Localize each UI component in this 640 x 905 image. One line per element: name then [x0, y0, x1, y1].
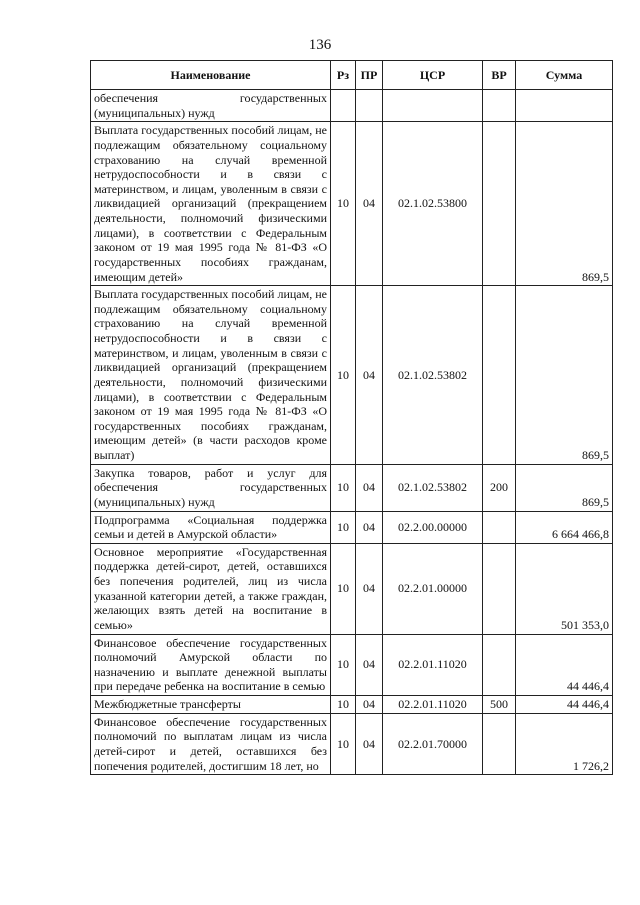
table-row — [91, 90, 613, 122]
row-name: Выплата государственных пособий лицам, не подлежащим обязательному социальному страхованию на случай временной нетрудоспособности и в связи с материнством, и лицам, уволенным в связи с ликвидацией организаций (прекращением деятельности, полномочий физическими лицами), в соответствии с Федеральным законом от 19 мая 1995 года № 81-ФЗ «О государственных пособиях гражданам, имеющим детей» (в части расходов кроме выплат) — [91, 286, 331, 465]
row-name: Межбюджетные трансферты — [91, 696, 331, 714]
row-name: обеспечения государственных (муниципальных) нужд — [91, 90, 331, 122]
table-row — [91, 543, 613, 634]
row-pr: 04 — [356, 634, 383, 696]
row-sum: 44 446,4 — [516, 634, 613, 696]
row-csr: 02.2.01.70000 — [383, 713, 483, 775]
row-vr — [483, 634, 516, 696]
row-pr: 04 — [356, 511, 383, 543]
row-sum: 44 446,4 — [516, 696, 613, 714]
row-pr: 04 — [356, 696, 383, 714]
row-pr — [356, 90, 383, 122]
row-csr — [383, 90, 483, 122]
row-vr — [483, 543, 516, 634]
row-rz: 10 — [331, 511, 356, 543]
row-vr — [483, 713, 516, 775]
row-rz — [331, 90, 356, 122]
row-pr: 04 — [356, 122, 383, 286]
row-rz: 10 — [331, 122, 356, 286]
row-pr: 04 — [356, 543, 383, 634]
row-vr — [483, 511, 516, 543]
table-row — [91, 511, 613, 543]
header-vr: ВР — [483, 61, 516, 90]
row-csr: 02.2.01.00000 — [383, 543, 483, 634]
table-row — [91, 286, 613, 465]
row-vr — [483, 122, 516, 286]
row-sum: 869,5 — [516, 464, 613, 511]
table-body — [91, 90, 613, 775]
row-rz: 10 — [331, 543, 356, 634]
row-csr: 02.2.01.11020 — [383, 696, 483, 714]
budget-table — [90, 60, 613, 775]
row-pr: 04 — [356, 464, 383, 511]
row-vr: 200 — [483, 464, 516, 511]
page-number: 136 — [308, 37, 332, 53]
row-sum: 869,5 — [516, 122, 613, 286]
row-rz: 10 — [331, 634, 356, 696]
header-csr: ЦСР — [383, 61, 483, 90]
row-rz: 10 — [331, 696, 356, 714]
row-vr — [483, 90, 516, 122]
table-row — [91, 464, 613, 511]
row-pr: 04 — [356, 286, 383, 465]
row-csr: 02.2.01.11020 — [383, 634, 483, 696]
row-rz: 10 — [331, 286, 356, 465]
row-sum: 6 664 466,8 — [516, 511, 613, 543]
row-csr: 02.1.02.53802 — [383, 286, 483, 465]
row-name: Подпрограмма «Социальная поддержка семьи и детей в Амурской области» — [91, 511, 331, 543]
row-rz: 10 — [331, 464, 356, 511]
table-row — [91, 713, 613, 775]
table-row — [91, 634, 613, 696]
row-rz: 10 — [331, 713, 356, 775]
table-row — [91, 696, 613, 714]
row-sum: 869,5 — [516, 286, 613, 465]
row-name: Выплата государственных пособий лицам, не подлежащим обязательному социальному страхованию на случай временной нетрудоспособности и в связи с материнством, и лицам, уволенным в связи с ликвидацией организаций (прекращением деятельности, полномочий физическими лицами), в соответствии с Федеральным законом от 19 мая 1995 года № 81-ФЗ «О государственных пособиях гражданам, имеющим детей» — [91, 122, 331, 286]
row-csr: 02.2.00.00000 — [383, 511, 483, 543]
header-pr: ПР — [356, 61, 383, 90]
header-rz: Рз — [331, 61, 356, 90]
table-header — [91, 61, 613, 90]
header-name: Наименование — [91, 61, 331, 90]
header-row — [91, 61, 613, 90]
row-pr: 04 — [356, 713, 383, 775]
row-name: Финансовое обеспечение государственных полномочий Амурской области по назначению и выплате денежной выплаты при передаче ребенка на воспитание в семью — [91, 634, 331, 696]
row-sum — [516, 90, 613, 122]
row-sum: 501 353,0 — [516, 543, 613, 634]
row-sum: 1 726,2 — [516, 713, 613, 775]
row-vr — [483, 286, 516, 465]
table-row — [91, 122, 613, 286]
row-name: Основное мероприятие «Государственная поддержка детей-сирот, детей, оставшихся без попечения родителей, лиц из числа указанной категории детей, а также граждан, желающих взять детей на воспитание в семью» — [91, 543, 331, 634]
row-name: Закупка товаров, работ и услуг для обеспечения государственных (муниципальных) нужд — [91, 464, 331, 511]
header-sum: Сумма — [516, 61, 613, 90]
row-csr: 02.1.02.53800 — [383, 122, 483, 286]
row-vr: 500 — [483, 696, 516, 714]
row-csr: 02.1.02.53802 — [383, 464, 483, 511]
row-name: Финансовое обеспечение государственных полномочий по выплатам лицам из числа детей-сирот и детей, оставшихся без попечения родителей, достигшим 18 лет, но — [91, 713, 331, 775]
